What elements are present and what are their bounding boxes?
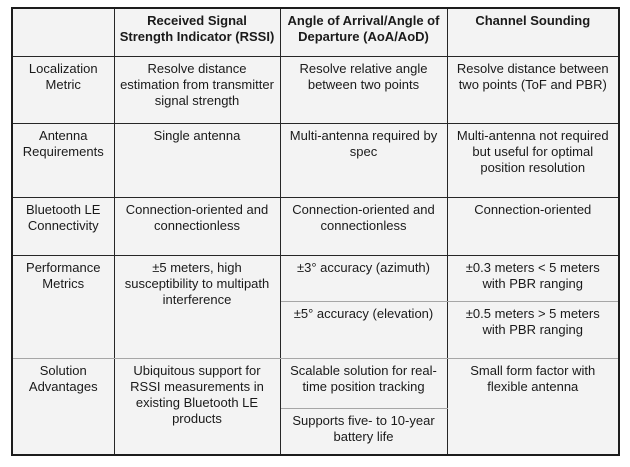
cell-advantages-aoa-scalable: Scalable solution for real-time position tracking [280, 358, 447, 408]
header-row [12, 8, 619, 56]
row-label-performance-metrics: Performance Metrics [12, 255, 114, 358]
cell-performance-cs-short-range: ±0.3 meters < 5 meters with PBR ranging [447, 255, 619, 301]
column-header-aoa-aod: Angle of Arrival/Angle of Departure (AoA/AoD) [280, 8, 447, 56]
cell-connectivity-aoa: Connection-oriented and connectionless [280, 197, 447, 255]
cell-localization-rssi: Resolve distance estimation from transmitter signal strength [114, 56, 280, 123]
cell-antenna-rssi: Single antenna [114, 123, 280, 197]
cell-localization-channel-sounding: Resolve distance between two points (ToF and PBR) [447, 56, 619, 123]
table-row-ble-connectivity [12, 197, 619, 255]
cell-advantages-aoa-battery: Supports five- to 10-year battery life [280, 408, 447, 455]
column-header-channel-sounding: Channel Sounding [447, 8, 619, 56]
comparison-table-wrapper [11, 7, 620, 456]
row-label-ble-connectivity: Bluetooth LE Connectivity [12, 197, 114, 255]
column-header-rssi: Received Signal Strength Indicator (RSSI) [114, 8, 280, 56]
corner-empty-cell [12, 8, 114, 56]
table-row-localization-metric [12, 56, 619, 123]
cell-antenna-aoa: Multi-antenna required by spec [280, 123, 447, 197]
cell-connectivity-rssi: Connection-oriented and connectionless [114, 197, 280, 255]
cell-connectivity-channel-sounding: Connection-oriented [447, 197, 619, 255]
cell-performance-aoa-elevation: ±5° accuracy (elevation) [280, 301, 447, 358]
table-row-solution-advantages [12, 358, 619, 408]
cell-advantages-rssi: Ubiquitous support for RSSI measurements in existing Bluetooth LE products [114, 358, 280, 455]
row-label-localization-metric: Localization Metric [12, 56, 114, 123]
cell-performance-rssi: ±5 meters, high susceptibility to multipath interference [114, 255, 280, 358]
cell-advantages-channel-sounding: Small form factor with flexible antenna [447, 358, 619, 455]
cell-antenna-channel-sounding: Multi-antenna not required but useful for optimal position resolution [447, 123, 619, 197]
table-row-performance-metrics [12, 255, 619, 301]
cell-performance-aoa-azimuth: ±3° accuracy (azimuth) [280, 255, 447, 301]
cell-localization-aoa: Resolve relative angle between two points [280, 56, 447, 123]
table-row-antenna-requirements [12, 123, 619, 197]
row-label-solution-advantages: Solution Advantages [12, 358, 114, 455]
cell-performance-cs-long-range: ±0.5 meters > 5 meters with PBR ranging [447, 301, 619, 358]
bluetooth-localization-comparison-table [11, 7, 620, 456]
row-label-antenna-requirements: Antenna Requirements [12, 123, 114, 197]
